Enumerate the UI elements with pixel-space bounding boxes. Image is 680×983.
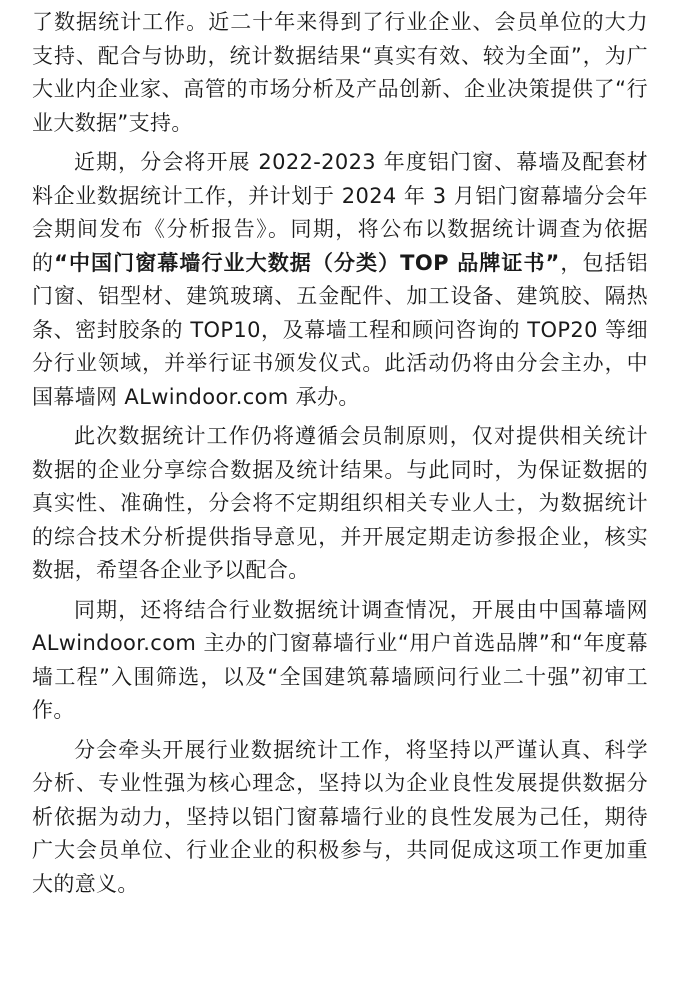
paragraph-1-text: 了数据统计工作。近二十年来得到了行业企业、会员单位的大力支持、配合与协助，统计数据结果“真实有效、较为全面”，为广大业内企业家、高管的市场分析及产品创新、企业决策提供了“行业大数据”支持。 [32, 10, 648, 135]
paragraph-3 [32, 420, 648, 588]
paragraph-4-text: 同期，还将结合行业数据统计调查情况，开展由中国幕墙网 ALwindoor.com 主办的门窗幕墙行业“用户首选品牌”和“年度幕墙工程”入围筛选，以及“全国建筑幕墙顾问行业二十强”初审工作。 [32, 597, 648, 722]
paragraph-5 [32, 734, 648, 902]
paragraph-2 [32, 146, 648, 414]
paragraph-3-text: 此次数据统计工作仍将遵循会员制原则，仅对提供相关统计数据的企业分享综合数据及统计结果。与此同时，为保证数据的真实性、准确性，分会将不定期组织相关专业人士，为数据统计的综合技术分析提供指导意见，并开展定期走访参报企业，核实数据，希望各企业予以配合。 [32, 424, 648, 582]
paragraph-4 [32, 594, 648, 728]
paragraph-2-text-a: 近期，分会将开展 2022-2023 年度铝门窗、幕墙及配套材料企业数据统计工作，并计划于 2024 年 3 月铝门窗幕墙分会年会期间发布《分析报告》。同期，将公布以数据统计调查为依据的 [32, 150, 648, 275]
document-body [32, 6, 648, 901]
paragraph-5-text: 分会牵头开展行业数据统计工作，将坚持以严谨认真、科学分析、专业性强为核心理念，坚持以为企业良性发展提供数据分析依据为动力，坚持以铝门窗幕墙行业的良性发展为己任，期待广大会员单位、行业企业的积极参与，共同促成这项工作更加重大的意义。 [32, 737, 648, 896]
certificate-title-bold: “中国门窗幕墙行业大数据（分类）TOP 品牌证书” [54, 250, 560, 275]
paragraph-2-text-b: ，包括铝门窗、铝型材、建筑玻璃、五金配件、加工设备、建筑胶、隔热条、密封胶条的 TOP10，及幕墙工程和顾问咨询的 TOP20 等细分行业领域，并举行证书颁发仪式。此活动仍将由分会主办，中国幕墙网 ALwindoor.com 承办。 [32, 250, 648, 409]
paragraph-1 [32, 6, 648, 140]
